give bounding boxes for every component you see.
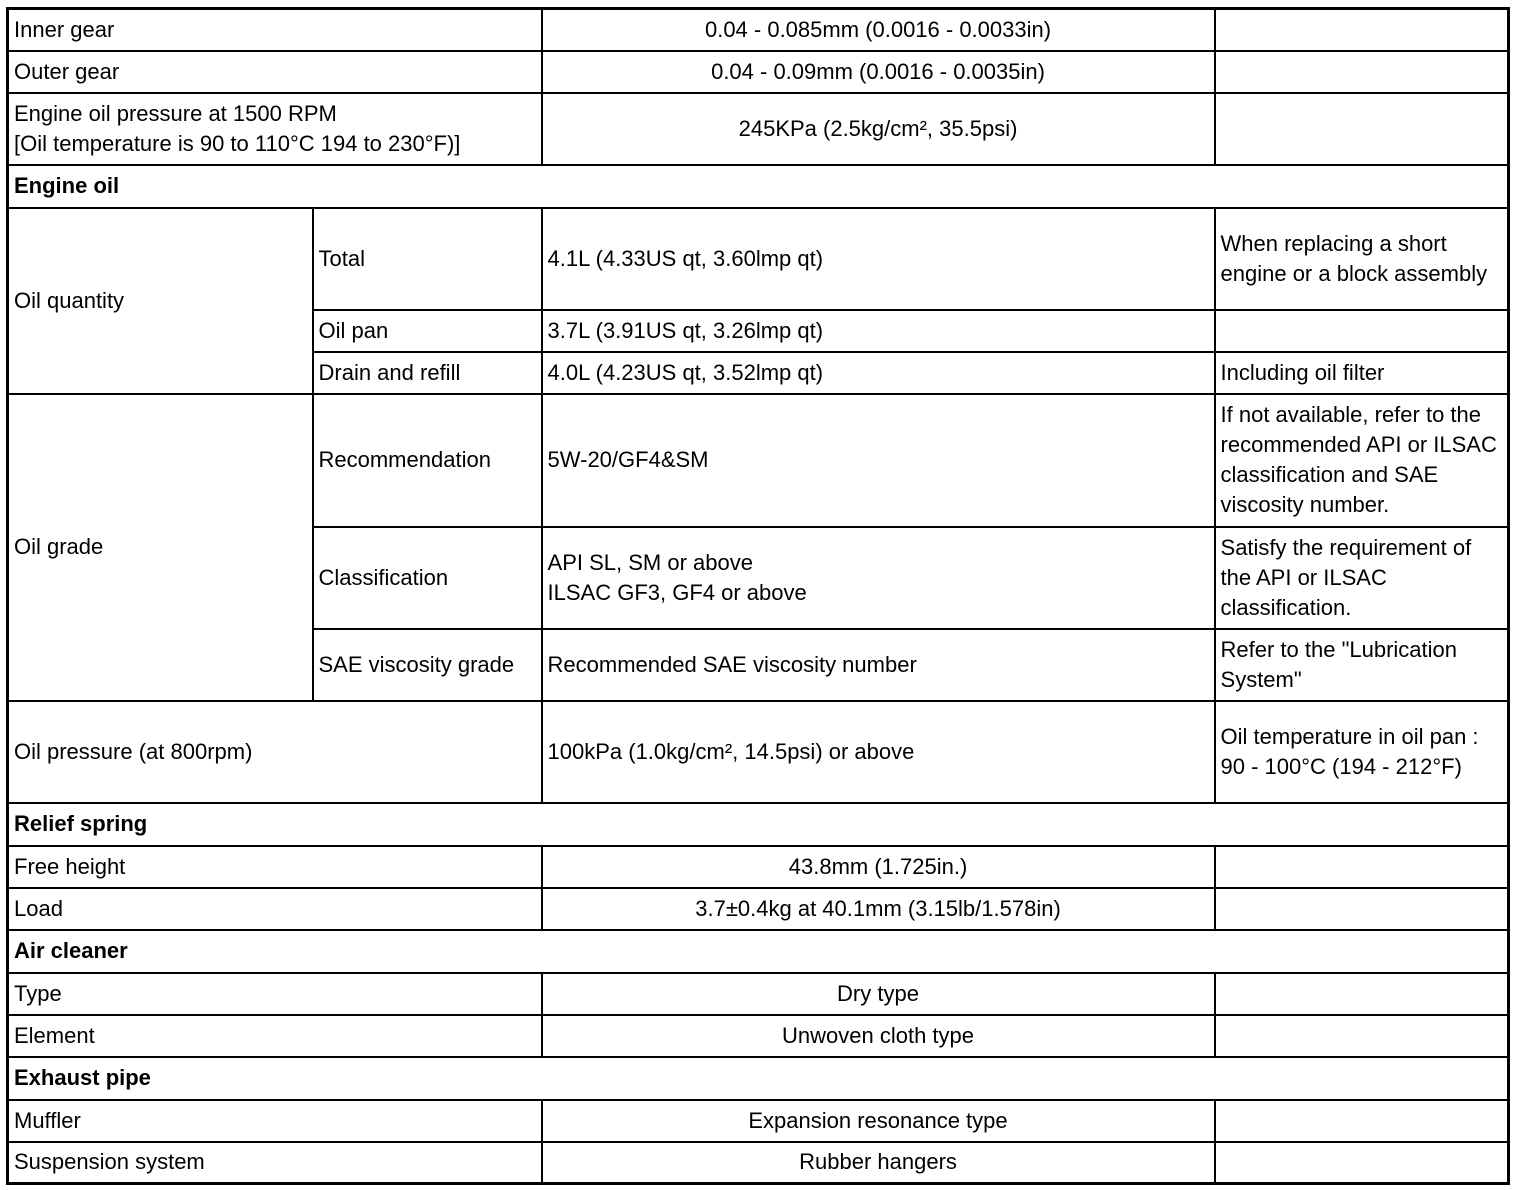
classification-label: Classification <box>313 527 542 629</box>
type-value: Dry type <box>542 973 1215 1015</box>
inner-gear-label: Inner gear <box>8 9 542 51</box>
drain-refill-value: 4.0L (4.23US qt, 3.52lmp qt) <box>542 352 1215 394</box>
table-row <box>8 9 1509 51</box>
free-height-value: 43.8mm (1.725in.) <box>542 846 1215 888</box>
oil-quantity-total-label: Total <box>313 208 542 310</box>
oil-pressure-800-note: Oil temperature in oil pan : 90 - 100°C (194 - 212°F) <box>1215 701 1509 803</box>
oil-pressure-1500-value: 245KPa (2.5kg/cm², 35.5psi) <box>542 93 1215 165</box>
element-label: Element <box>8 1015 542 1057</box>
muffler-value: Expansion resonance type <box>542 1100 1215 1142</box>
table-row <box>8 93 1509 165</box>
oil-pressure-1500-label-line2: [Oil temperature is 90 to 110°C 194 to 230°F)] <box>14 130 461 156</box>
table-row <box>8 394 1509 527</box>
classification-value-line2: ILSAC GF3, GF4 or above <box>547 579 807 605</box>
outer-gear-label: Outer gear <box>8 51 542 93</box>
recommendation-note: If not available, refer to the recommended API or ILSAC classification and SAE viscosity number. <box>1215 394 1509 527</box>
muffler-note <box>1215 1100 1509 1142</box>
outer-gear-value: 0.04 - 0.09mm (0.0016 - 0.0035in) <box>542 51 1215 93</box>
oil-pressure-800-label: Oil pressure (at 800rpm) <box>8 701 542 803</box>
drain-refill-note: Including oil filter <box>1215 352 1509 394</box>
table-row <box>8 208 1509 310</box>
classification-value <box>542 527 1215 629</box>
table-row <box>8 973 1509 1015</box>
free-height-label: Free height <box>8 846 542 888</box>
table-row <box>8 51 1509 93</box>
table-row <box>8 930 1509 973</box>
load-value: 3.7±0.4kg at 40.1mm (3.15lb/1.578in) <box>542 888 1215 930</box>
inner-gear-value: 0.04 - 0.085mm (0.0016 - 0.0033in) <box>542 9 1215 51</box>
sae-viscosity-label: SAE viscosity grade <box>313 629 542 701</box>
outer-gear-note <box>1215 51 1509 93</box>
load-label: Load <box>8 888 542 930</box>
inner-gear-note <box>1215 9 1509 51</box>
oil-grade-label: Oil grade <box>8 394 313 701</box>
oil-pressure-1500-label-line1: Engine oil pressure at 1500 RPM <box>14 100 337 126</box>
table-row <box>8 1142 1509 1184</box>
load-note <box>1215 888 1509 930</box>
element-note <box>1215 1015 1509 1057</box>
suspension-label: Suspension system <box>8 1142 542 1184</box>
suspension-value: Rubber hangers <box>542 1142 1215 1184</box>
oil-pressure-1500-label <box>8 93 542 165</box>
oil-pan-note <box>1215 310 1509 352</box>
spec-table <box>6 7 1510 1185</box>
table-row <box>8 888 1509 930</box>
free-height-note <box>1215 846 1509 888</box>
suspension-note <box>1215 1142 1509 1184</box>
element-value: Unwoven cloth type <box>542 1015 1215 1057</box>
oil-pressure-1500-note <box>1215 93 1509 165</box>
oil-pan-value: 3.7L (3.91US qt, 3.26lmp qt) <box>542 310 1215 352</box>
oil-quantity-total-note: When replacing a short engine or a block assembly <box>1215 208 1509 310</box>
section-header-engine-oil: Engine oil <box>8 165 1509 208</box>
oil-pressure-800-value: 100kPa (1.0kg/cm², 14.5psi) or above <box>542 701 1215 803</box>
table-row <box>8 803 1509 846</box>
table-row <box>8 1015 1509 1057</box>
classification-value-line1: API SL, SM or above <box>547 549 753 575</box>
section-header-relief-spring: Relief spring <box>8 803 1509 846</box>
oil-quantity-total-value: 4.1L (4.33US qt, 3.60lmp qt) <box>542 208 1215 310</box>
section-header-air-cleaner: Air cleaner <box>8 930 1509 973</box>
recommendation-label: Recommendation <box>313 394 542 527</box>
table-row <box>8 701 1509 803</box>
type-note <box>1215 973 1509 1015</box>
oil-quantity-label: Oil quantity <box>8 208 313 394</box>
table-row <box>8 846 1509 888</box>
table-row <box>8 1057 1509 1100</box>
type-label: Type <box>8 973 542 1015</box>
section-header-exhaust-pipe: Exhaust pipe <box>8 1057 1509 1100</box>
recommendation-value: 5W-20/GF4&SM <box>542 394 1215 527</box>
table-row <box>8 165 1509 208</box>
table-row <box>8 1100 1509 1142</box>
sae-viscosity-note: Refer to the "Lubrication System" <box>1215 629 1509 701</box>
drain-refill-label: Drain and refill <box>313 352 542 394</box>
muffler-label: Muffler <box>8 1100 542 1142</box>
oil-pan-label: Oil pan <box>313 310 542 352</box>
sae-viscosity-value: Recommended SAE viscosity number <box>542 629 1215 701</box>
classification-note: Satisfy the requirement of the API or ILSAC classification. <box>1215 527 1509 629</box>
